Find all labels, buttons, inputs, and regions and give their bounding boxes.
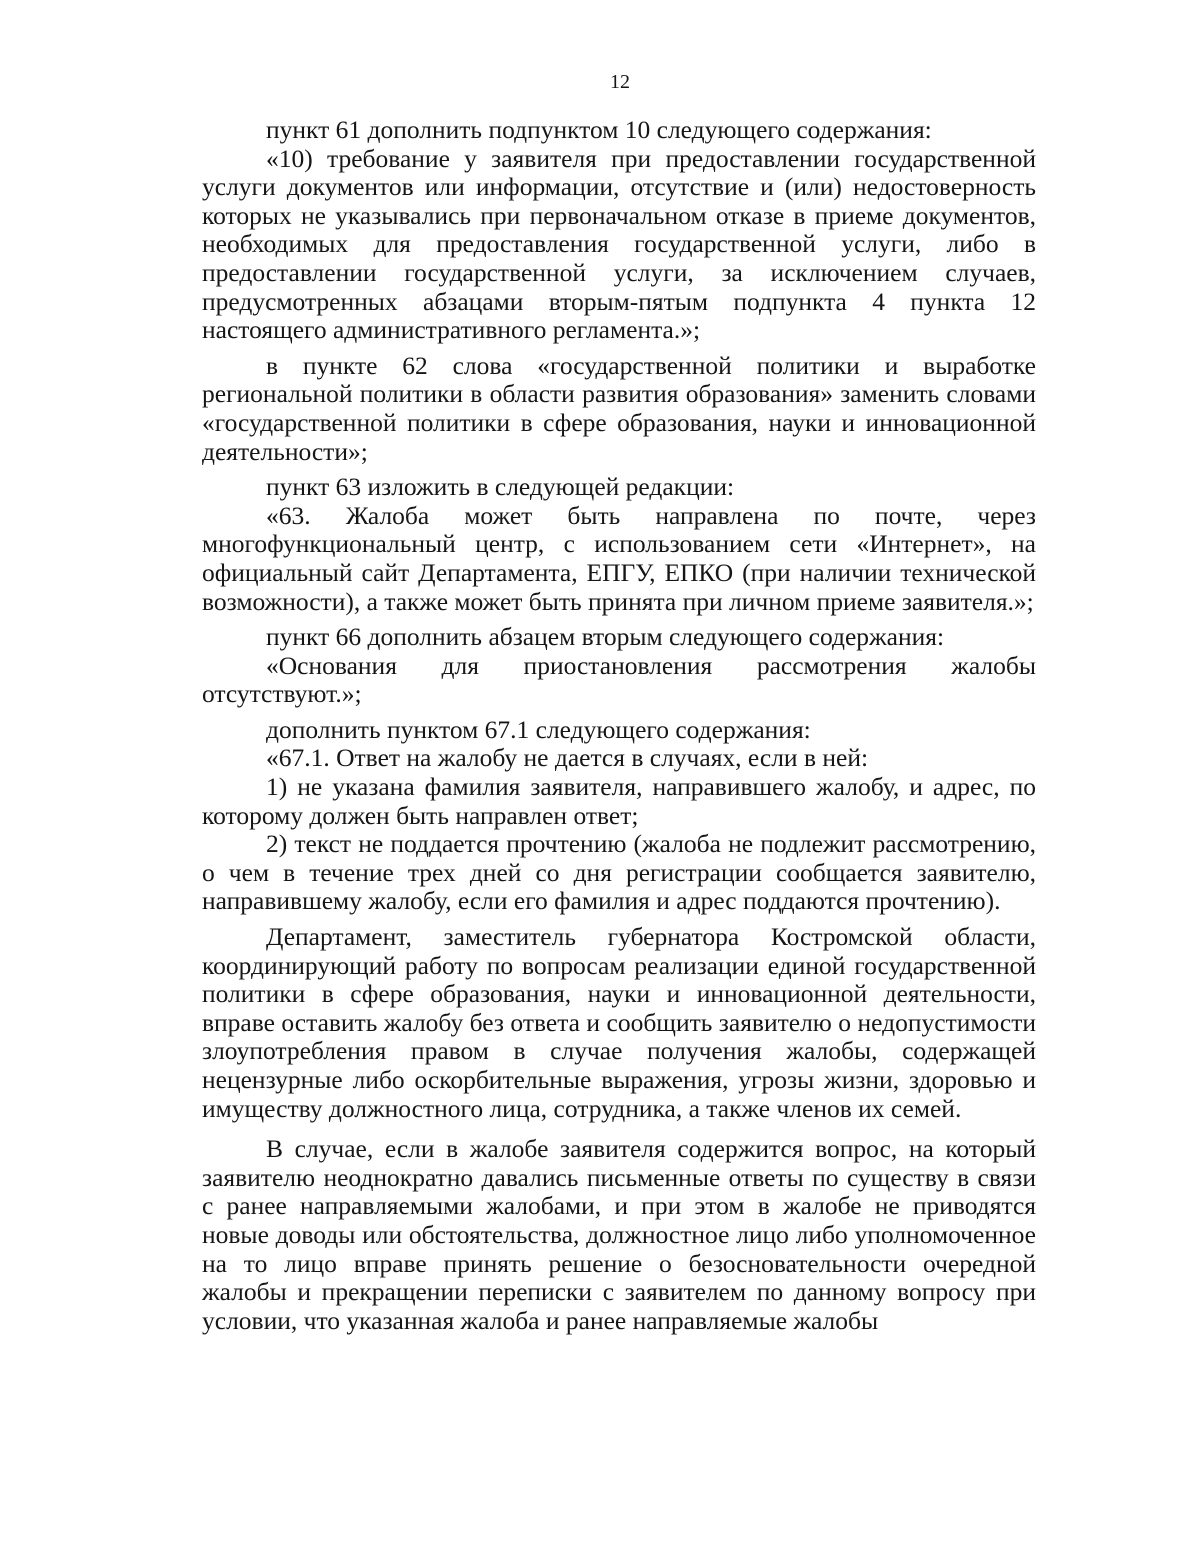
paragraph: В случае, если в жалобе заявителя содержится вопрос, на который заявителю неоднократно давались письменные ответы по существу в связи с ранее направляемыми жалобами, и при этом в жалобе не приводятся новые доводы или обстоятельства, должностное лицо либо уполномоченное на то лицо вправе принять решение о безосновательности очередной жалобы и прекращении переписки с заявителем по данному вопросу при условии, что указанная жалоба и ранее направляемые жалобы [202,1134,1036,1335]
paragraph: пункт 61 дополнить подпунктом 10 следующего содержания: [266,115,932,144]
paragraph: пункт 63 изложить в следующей редакции: [266,472,735,502]
paragraph: дополнить пунктом 67.1 следующего содержания: [266,714,811,744]
paragraph: 2) текст не поддается прочтению (жалоба не подлежит рассмотрению, о чем в течение трех дней со дня регистрации сообщается заявителю, направившему жалобу, если его фамилия и адрес поддаются прочтению). [202,829,1036,916]
page-number: 12 [610,71,630,93]
document-body [202,116,1036,1335]
paragraph: «10) требование у заявителя при предоставлении государственной услуги документов или информации, отсутствие и (или) недостоверность которых не указывались при первоначальном отказе в приеме документов, необходимых для предоставления государственной услуги, либо в предоставлении государственной услуги, за исключением случаев, предусмотренных абзацами вторым-пятым подпункта 4 пункта 12 настоящего административного регламента.»; [202,143,1036,345]
paragraph: 1) не указана фамилия заявителя, направившего жалобу, и адрес, по которому должен быть направлен ответ; [202,772,1036,830]
paragraph: «67.1. Ответ на жалобу не дается в случаях, если в ней: [266,743,869,773]
paragraph: «Основания для приостановления рассмотрения жалобы отсутствуют.»; [202,650,1036,709]
paragraph: в пункте 62 слова «государственной политики и выработке региональной политики в области развития образования» заменить словами «государственной политики в сфере образования, науки и инновационной деятельности»; [202,350,1036,466]
paragraph: пункт 66 дополнить абзацем вторым следующего содержания: [266,622,945,652]
paragraph: «63. Жалоба может быть направлена по почте, через многофункциональный центр, с использованием сети «Интернет», на официальный сайт Департамента, ЕПГУ, ЕПКО (при наличии технической возможности), а также может быть принята при личном приеме заявителя.»; [202,500,1036,616]
paragraph: Департамент, заместитель губернатора Костромской области, координирующий работу по вопросам реализации единой государственной политики в сфере образования, науки и инновационной деятельности, вправе оставить жалобу без ответа и сообщить заявителю о недопустимости злоупотребления правом в случае получения жалобы, содержащей нецензурные либо оскорбительные выражения, угрозы жизни, здоровью и имуществу должностного лица, сотрудника, а также членов их семей. [202,922,1036,1123]
